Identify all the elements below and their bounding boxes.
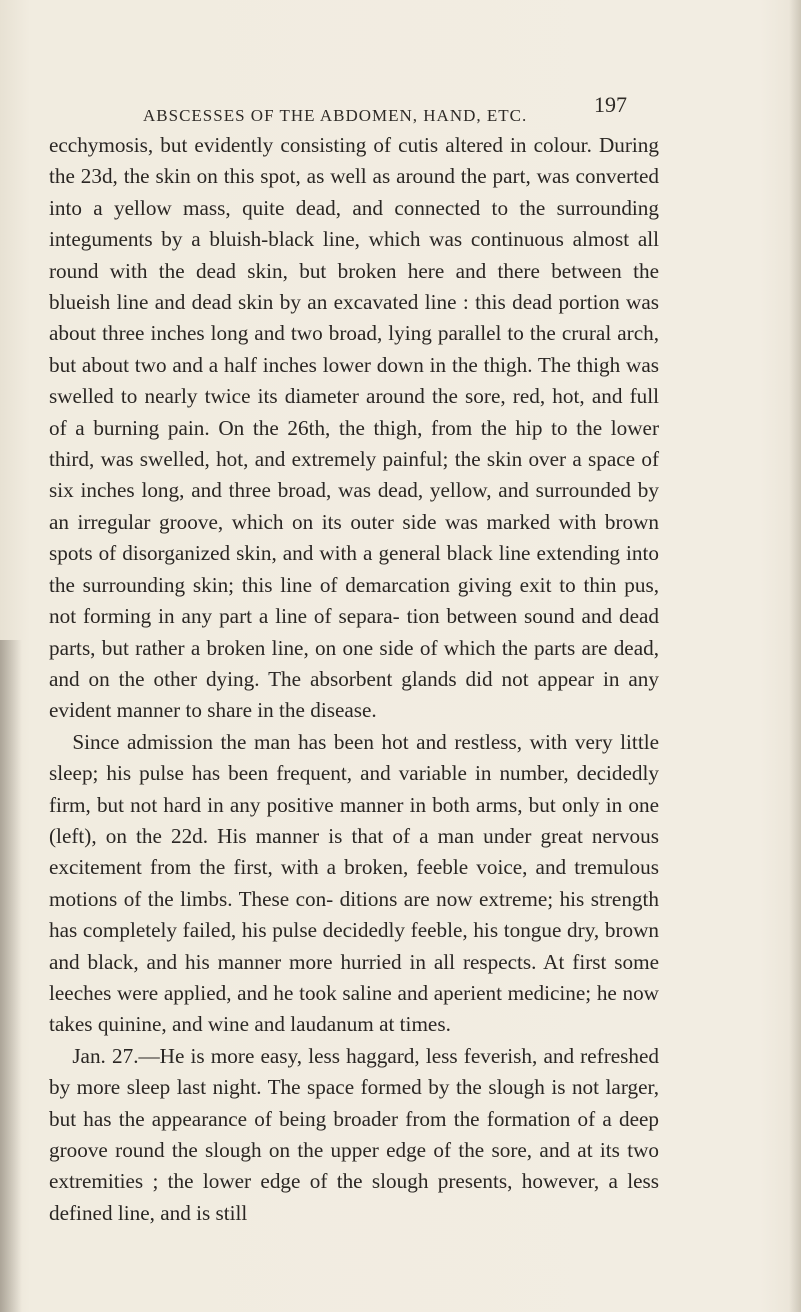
body-text [49,130,659,1229]
page-binding-shadow [0,640,22,1312]
paragraph: Jan. 27.—He is more easy, less haggard, less feverish, and refreshed by more sleep last night. The space formed by the slough is not larger, but has the appearance of being broader from the formation of a deep groove round the slough on the upper edge of the sore, and at its two extremities ; the lower edge of the slough presents, however, a less defined line, and is still [49,1043,659,1225]
page-number: 197 [594,92,627,117]
paragraph: ecchymosis, but evidently consisting of cutis altered in colour. During the 23d, the skin on this spot, as well as around the part, was converted into a yellow mass, quite dead, and connected to the surrounding integuments by a bluish-black line, which was continuous almost all round with the dead skin, but broken here and there between the blueish line and dead skin by an excavated line : this dead portion was about three inches long and two broad, lying parallel to the crural arch, but about two and a half inches lower down in the thigh. The thigh was swelled to nearly twice its diameter around the sore, red, hot, and full of a burning pain. On the 26th, the thigh, from the hip to the lower third, was swelled, hot, and extremely painful; the skin over a space of six inches long, and three broad, was dead, yellow, and surrounded by an irregular groove, which on its outer side was marked with brown spots of disorganized skin, and with a general black line extending into the surrounding skin; this line of demarcation giving exit to thin pus, not forming in any part a line of separa- tion between sound and dead parts, but rather a broken line, on one side of which the parts are dead, and on the other dying. The absorbent glands did not appear in any evident manner to share in the disease. [49,133,659,723]
running-header: ABSCESSES OF THE ABDOMEN, HAND, ETC. [143,106,528,125]
page-edge-shadow [789,0,801,1312]
paragraph: Since admission the man has been hot and restless, with very little sleep; his pulse has been frequent, and variable in number, decidedly firm, but not hard in any positive manner in both arms, but only in one (left), on the 22d. His manner is that of a man under great nervous excitement from the first, with a broken, feeble voice, and tremulous motions of the limbs. These con- ditions are now extreme; his strength has completely failed, his pulse decidedly feeble, his tongue dry, brown and black, and his manner more hurried in all respects. At first some leeches were applied, and he took saline and aperient medicine; he now takes quinine, and wine and laudanum at times. [49,729,659,1037]
